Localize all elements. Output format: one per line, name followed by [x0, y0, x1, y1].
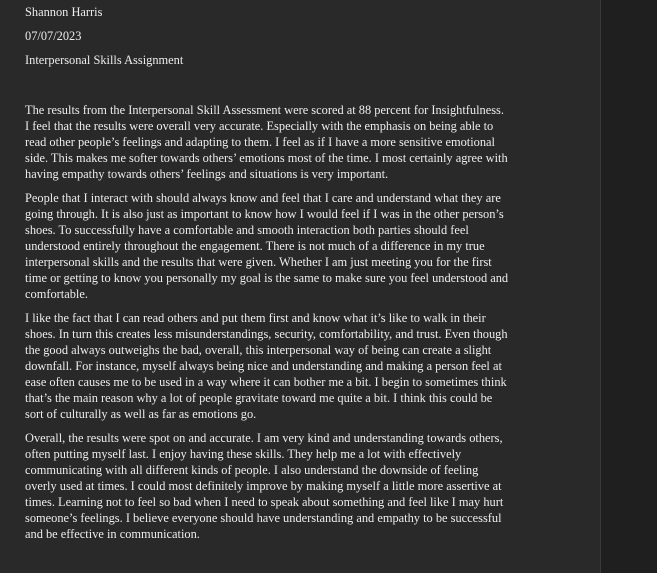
document-date: 07/07/2023 — [25, 29, 82, 43]
document-title: Interpersonal Skills Assignment — [25, 53, 184, 67]
paragraph-1: The results from the Interpersonal Skill Assessment were scored at 88 percent for Insightfulness. I feel that the results were overall very accurate. Especially with the emphasis on being able to read other people’s feelings and adapting to them. I feel as if I have a more sensitive emotional side. This makes me softer towards others’ emotions most of the time. I most certainly agree with having empathy towards others’ feelings and situations is very important. — [25, 103, 508, 181]
blank-line-spacer — [25, 68, 533, 102]
paragraph-4: Overall, the results were spot on and accurate. I am very kind and understanding towards others, often putting myself last. I enjoy having these skills. They help me a lot with effectively communicating with all different kinds of people. I also understand the downside of feeling overly used at times. I could most definitely improve by making myself a little more assertive at times. Learning not to feel so bad when I need to speak about something and feel like I may hurt someone’s feelings. I believe everyone should have understanding and empathy to be successful and be effective in communication. — [25, 431, 504, 541]
author-name: Shannon Harris — [25, 5, 103, 19]
document-body[interactable] — [25, 4, 533, 550]
paragraph-2: People that I interact with should always know and feel that I care and understand what they are going through. It is also just as important to know how I would feel if I was in the other person’s shoes. To successfully have a comfortable and smooth interaction both parties should feel understood entirely throughout the engagement. There is not much of a difference in my true interpersonal skills and the results that were given. Whether I am just meeting you for the first time or getting to know you personally my goal is the same to make sure you feel understood and comfortable. — [25, 191, 509, 301]
paragraph-3: I like the fact that I can read others and put them first and know what it’s like to walk in their shoes. In turn this creates less misunderstandings, security, comfortability, and trust. Even though the good always outweighs the bad, overall, this interpersonal way of being can create a slight downfall. For instance, myself always being nice and understanding and making a person feel at ease often causes me to be used in a way where it can bother me a bit. I begin to sometimes think that’s the main reason why a lot of people gravitate toward me quite a bit. I think this could be sort of culturally as well as far as emotions go. — [25, 311, 508, 421]
right-margin-pane — [601, 0, 657, 573]
